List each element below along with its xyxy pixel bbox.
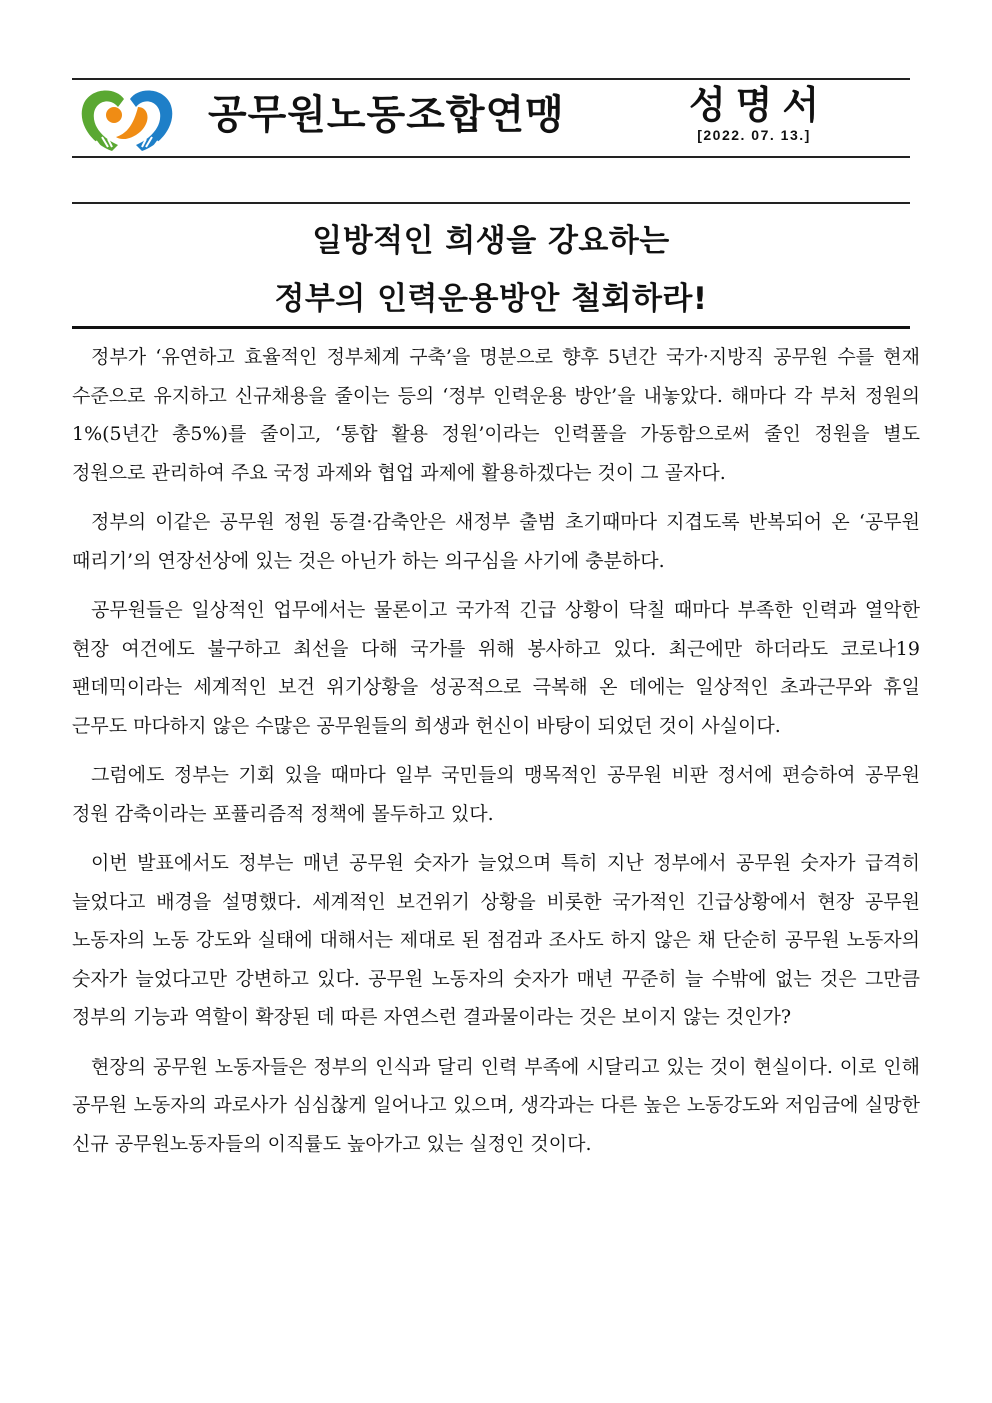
paragraph: 공무원들은 일상적인 업무에서는 물론이고 국가적 긴급 상황이 닥칠 때마다 부족한 인력과 열악한 현장 여건에도 불구하고 최선을 다해 국가를 위해 봉사하고 있다. 최근에만 하더라도 코로나19 팬데믹이라는 세계적인 보건 위기상황을 성공적으로 극복해 온 데에는 일상적인 초과근무와 휴일 근무도 마다하지 않은 수많은 공무원들의 희생과 헌신이 바탕이 되었던 것이 사실이다. (72, 599, 920, 737)
paragraph: 현장의 공무원 노동자들은 정부의 인식과 달리 인력 부족에 시달리고 있는 것이 현실이다. 이로 인해 공무원 노동자의 과로사가 심심찮게 일어나고 있으며, 생각과는 다른 높은 노동강도와 저임금에 실망한 신규 공무원노동자들의 이직률도 높아가고 있는 실정인 것이다. (72, 1055, 920, 1155)
headline-line-1: 일방적인 희생을 강요하는 (312, 223, 670, 259)
paragraph: 그럼에도 정부는 기회 있을 때마다 일부 국민들의 맹목적인 공무원 비판 정서에 편승하여 공무원 정원 감축이라는 포퓰리즘적 정책에 몰두하고 있다. (72, 764, 920, 825)
paragraph: 정부의 이같은 공무원 정원 동결·감축안은 새정부 출범 초기때마다 지겹도록 반복되어 온 ‘공무원 때리기’의 연장선상에 있는 것은 아닌가 하는 의구심을 사기에 충분하다. (72, 511, 920, 572)
paragraph: 이번 발표에서도 정부는 매년 공무원 숫자가 늘었으며 특히 지난 정부에서 공무원 숫자가 급격히 늘었다고 배경을 설명했다. 세계적인 보건위기 상황을 비롯한 국가적인 긴급상황에서 현장 공무원 노동자의 노동 강도와 실태에 대해서는 제대로 된 점검과 조사도 하지 않은 채 단순히 공무원 노동자의 숫자가 늘었다고만 강변하고 있다. 공무원 노동자의 숫자가 매년 꾸준히 늘 수밖에 없는 것은 그만큼 정부의 기능과 역할이 확장된 데 따른 자연스런 결과물이라는 것은 보이지 않는 것인가? (72, 852, 920, 1028)
header-bottom-rule (72, 156, 910, 158)
headline-line-2: 정부의 인력운용방안 철회하라! (274, 281, 708, 317)
statement-body (72, 338, 920, 1174)
organization-name: 공무원노동조합연맹 (208, 92, 565, 138)
headline-top-rule (72, 202, 910, 204)
document-date: [2022. 07. 13.] (697, 127, 811, 143)
document-type: 성명서 (688, 83, 830, 127)
union-logo-icon (78, 85, 176, 153)
paragraph: 정부가 ‘유연하고 효율적인 정부체계 구축’을 명분으로 향후 5년간 국가·지방직 공무원 수를 현재 수준으로 유지하고 신규채용을 줄이는 등의 ‘정부 인력운용 방안’을 내놓았다. 해마다 각 부처 정원의 1%(5년간 총5%)를 줄이고, ‘통합 활용 정원’이라는 인력풀을 가동함으로써 줄인 정원을 별도 정원으로 관리하여 주요 국정 과제와 협업 과제에 활용하겠다는 것이 그 골자다. (72, 346, 920, 484)
headline-bottom-rule (72, 326, 910, 329)
